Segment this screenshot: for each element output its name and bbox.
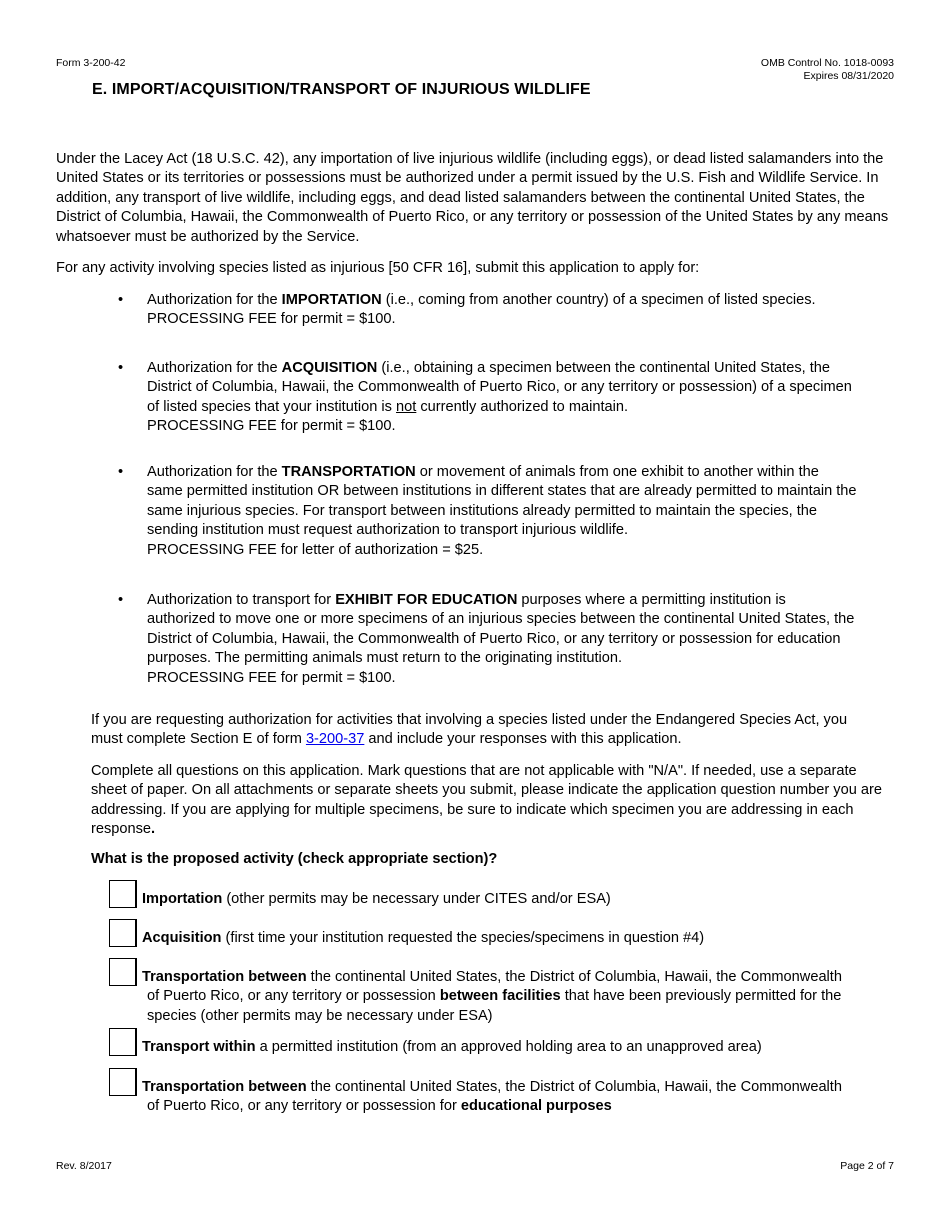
- transportation-keyword: TRANSPORTATION: [281, 464, 416, 480]
- importation-checkbox[interactable]: [109, 880, 137, 908]
- page-number: Page 2 of 7: [840, 1160, 894, 1172]
- bullet-dot: •: [118, 592, 124, 608]
- transportation-fee: PROCESSING FEE for letter of authorization = $25.: [147, 541, 484, 558]
- exhibit-fee: PROCESSING FEE for permit = $100.: [147, 669, 396, 686]
- transportation-education-checkbox[interactable]: [109, 1068, 137, 1096]
- acquisition-keyword: ACQUISITION: [281, 360, 378, 376]
- importation-keyword: IMPORTATION: [281, 292, 382, 308]
- acquisition-checkbox[interactable]: [109, 919, 137, 947]
- instructions-paragraph: Complete all questions on this application. Mark questions that are not applicable with "N/A". If needed, use a separate sheet of paper. On all attachments or separate sheets you submit, please indicate the application question number you are addressing. If you are applying for multiple specimens, be sure to indicate which specimen you are addressing in each response.: [91, 763, 882, 838]
- expiration-date: Expires 08/31/2020: [803, 70, 894, 82]
- esa-note: If you are requesting authorization for activities that involving a species listed under the Endangered Species Act, you must complete Section E of form 3-200-37 and include your responses with this application.: [91, 712, 848, 748]
- bullet-dot: •: [118, 464, 124, 480]
- bullet-dot: •: [118, 292, 124, 308]
- not-underlined: not: [396, 398, 417, 415]
- transport-within-checkbox[interactable]: [109, 1028, 137, 1056]
- omb-control-number: OMB Control No. 1018-0093: [760, 57, 894, 69]
- form-3-200-37-link[interactable]: 3-200-37: [305, 731, 365, 748]
- intro-paragraph: Under the Lacey Act (18 U.S.C. 42), any importation of live injurious wildlife (including eggs), or dead listed salamanders into the United States or its territories or possessions must be authorized under a permit issued by the U.S. Fish and Wildlife Service. In addition, any transport of live wildlife, including eggs, and dead listed salamanders between the continental United States, the District of Columbia, Hawaii, the Commonwealth of Puerto Rico, or any territory or possession of the United States by any means whatsoever must be authorized by the Service.: [56, 151, 889, 245]
- acquisition-fee: PROCESSING FEE for permit = $100.: [147, 418, 396, 435]
- exhibit-keyword: EXHIBIT FOR EDUCATION: [335, 592, 518, 608]
- apply-intro: For any activity involving species listed as injurious [50 CFR 16], submit this application to apply for:: [56, 260, 700, 276]
- form-number: Form 3-200-42: [56, 57, 126, 69]
- activity-question: What is the proposed activity (check appropriate section)?: [91, 851, 498, 867]
- omb-block: [761, 57, 894, 83]
- revision-date: Rev. 8/2017: [56, 1160, 112, 1172]
- section-title: E. IMPORT/ACQUISITION/TRANSPORT OF INJURIOUS WILDLIFE: [92, 81, 591, 98]
- transportation-facilities-checkbox[interactable]: [109, 958, 137, 986]
- bullet-dot: •: [118, 360, 124, 376]
